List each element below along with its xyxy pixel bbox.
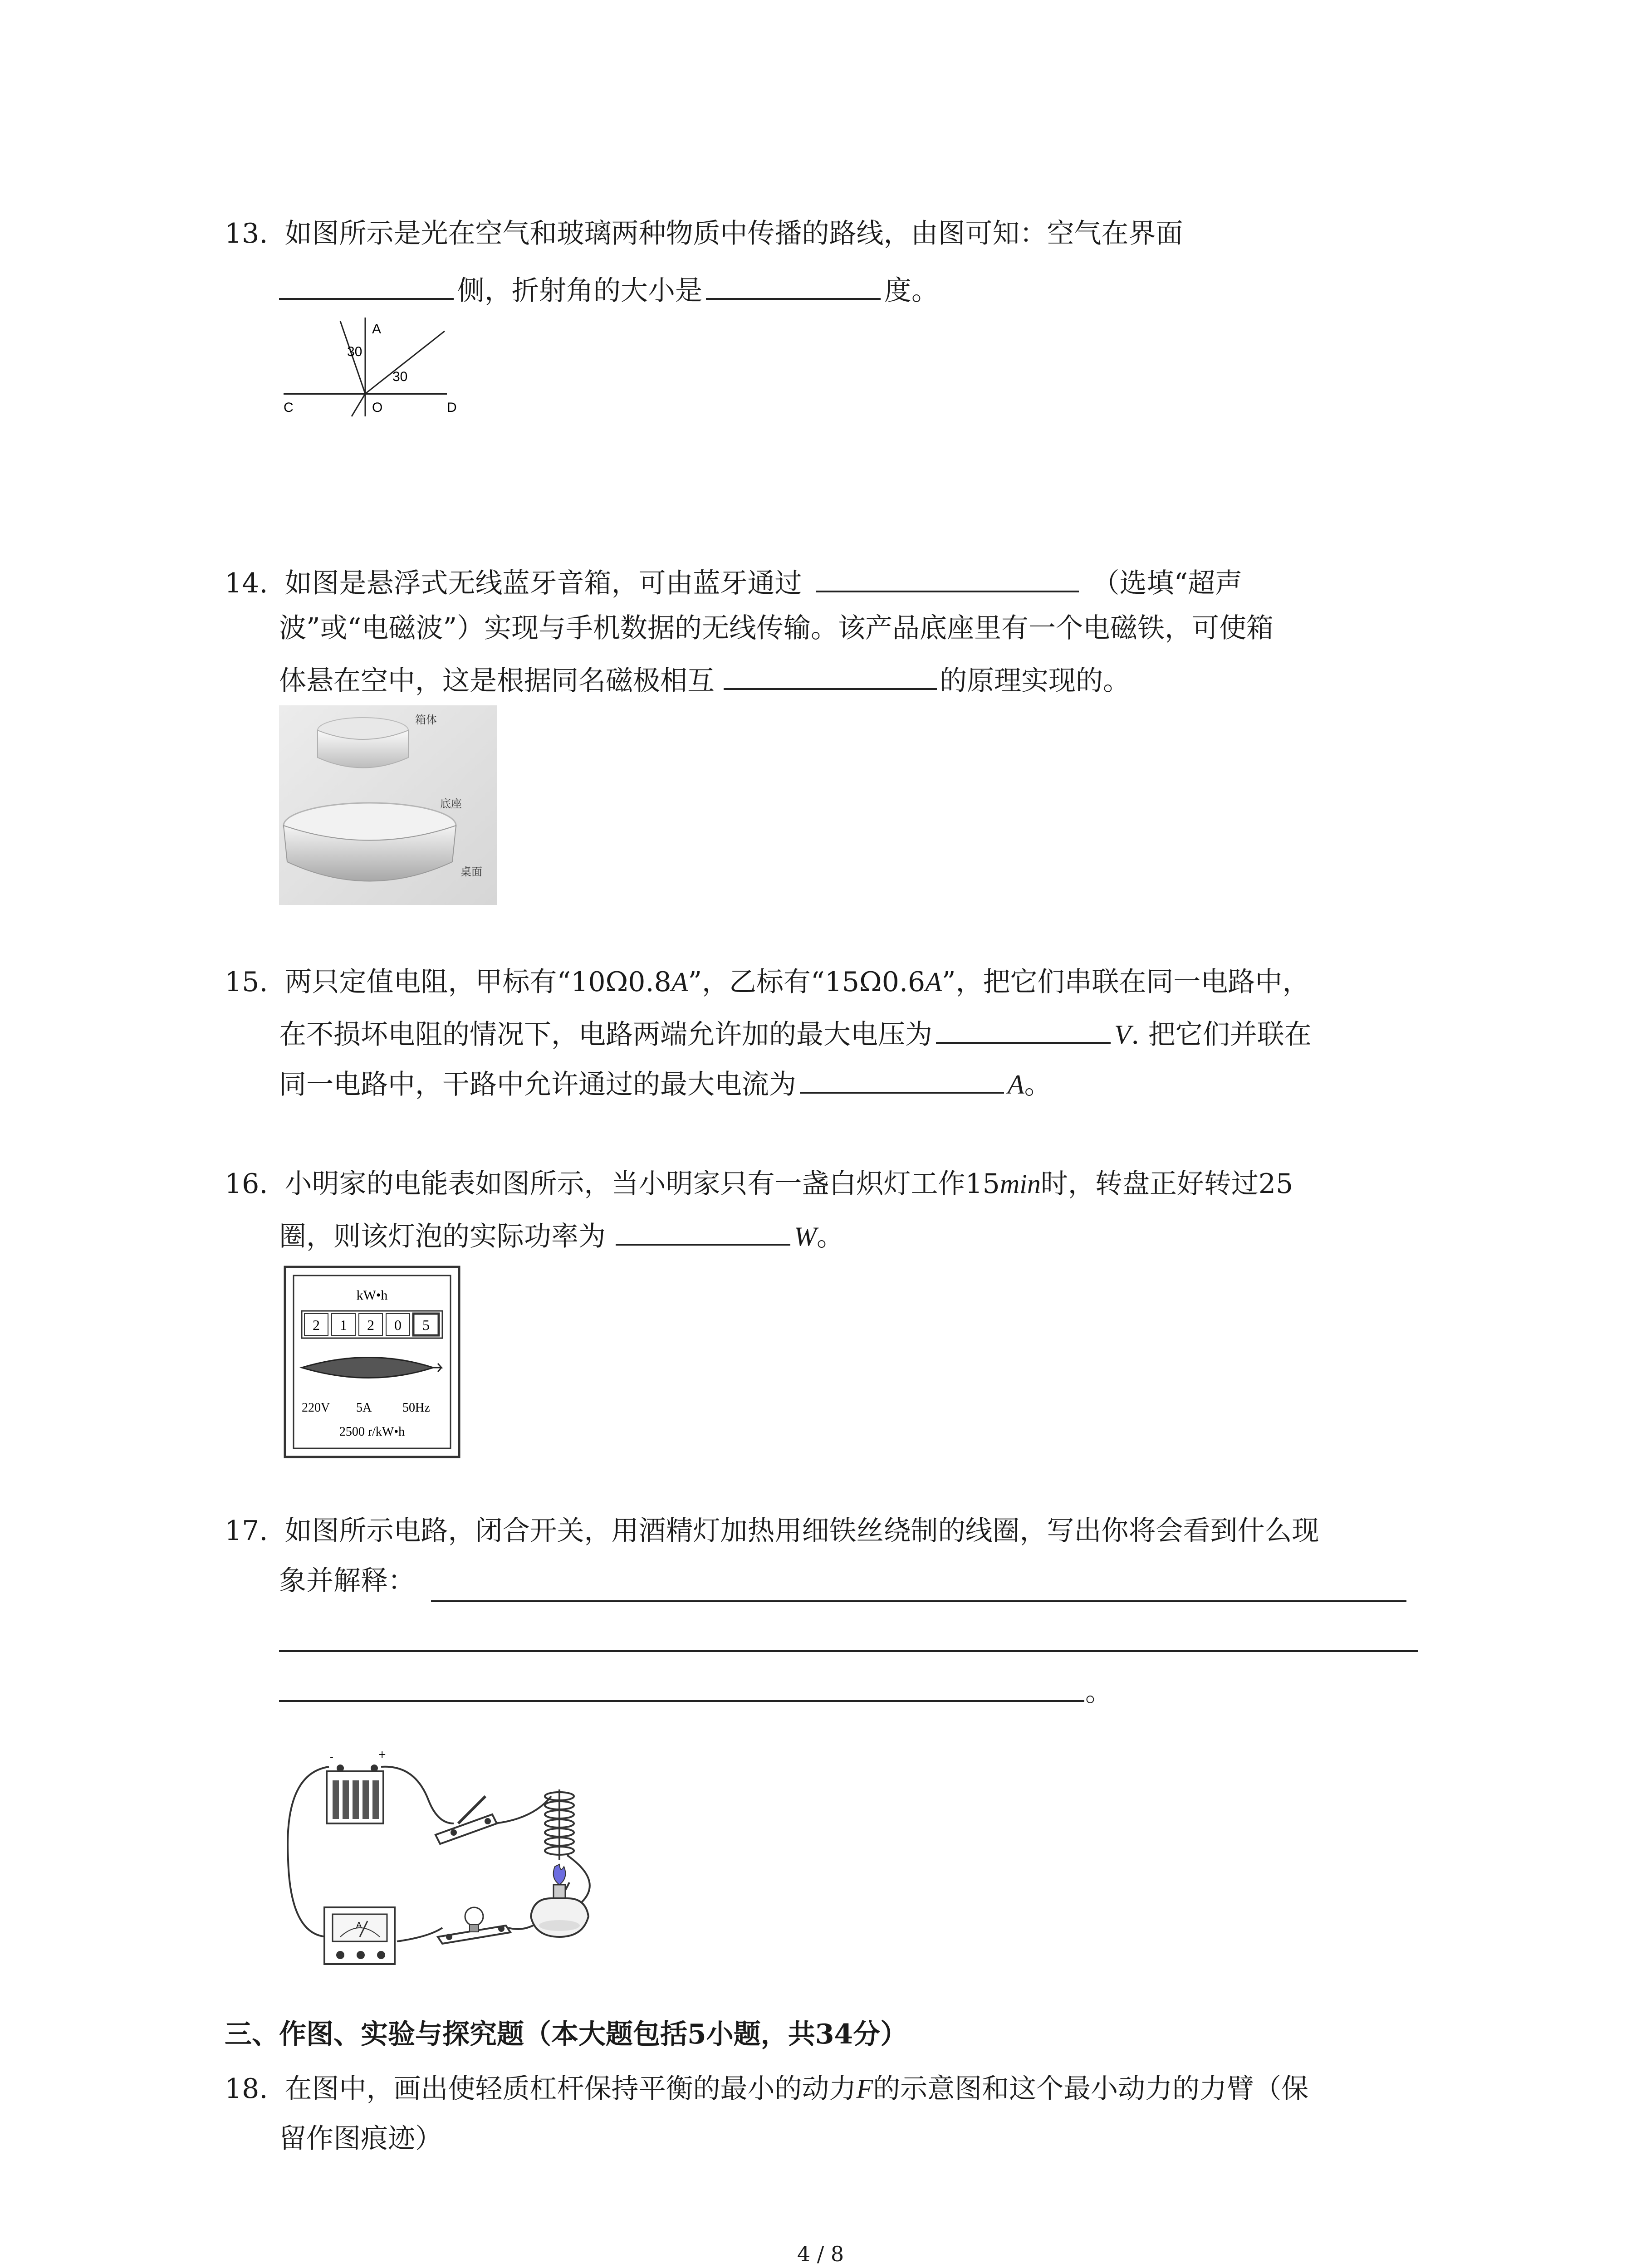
label-o: O (372, 400, 383, 415)
q15-text1a: 两只定值电阻，甲标有“10Ω0.8 (284, 966, 671, 998)
spec-frequency: 50Hz (402, 1401, 430, 1415)
q16-line2 (279, 1216, 844, 1255)
q13-refraction-figure (279, 313, 488, 417)
wire-left (288, 1767, 329, 1937)
q15-text2a: 在不损坏电阻的情况下，电路两端允许加的最大电压为 (279, 1019, 932, 1051)
digit-4: 0 (394, 1317, 402, 1333)
q16-unit-w: W (794, 1222, 817, 1251)
q15-text2b: . 把它们并联在 (1131, 1019, 1312, 1051)
q16-number: 16. (225, 1168, 268, 1200)
q15-text3b: 。 (1024, 1069, 1052, 1100)
q14-text2: 波”或“电磁波”）实现与手机数据的无线传输。该产品底座里有一个电磁铁，可使箱 (279, 612, 1274, 644)
digit-1: 2 (313, 1317, 320, 1333)
q15-unit-a1: A (671, 967, 688, 997)
q17-circuit-figure (279, 1746, 624, 1973)
q15-unit-v: V (1114, 1020, 1131, 1050)
q13-text2a: 侧，折射角的大小是 (457, 275, 702, 307)
q18-var-f: F (856, 2074, 873, 2104)
q15-blank1[interactable] (936, 1014, 1111, 1044)
q13-number: 13. (225, 218, 268, 249)
svg-text:+: + (378, 1749, 387, 1760)
svg-text:-: - (330, 1751, 333, 1763)
q16-text1a: 小明家的电能表如图所示，当小明家只有一盏白炽灯工作15 (284, 1168, 1000, 1200)
q18-line1 (225, 2071, 1308, 2107)
q15-line1 (225, 964, 1310, 1000)
q14-number: 14. (225, 567, 268, 599)
q15-number: 15. (225, 966, 268, 998)
q17-answer-line-3[interactable] (279, 1700, 1084, 1702)
digit-2: 1 (340, 1317, 347, 1333)
iron-wire-coil-icon (545, 1789, 574, 1860)
switch-icon (436, 1796, 497, 1844)
q16-text2b: 。 (816, 1221, 844, 1252)
q15-blank2[interactable] (800, 1064, 1004, 1094)
q15-text3a: 同一电路中，干路中允许通过的最大电流为 (279, 1069, 796, 1100)
svg-text:A: A (356, 1921, 362, 1930)
label-30b: 30 (392, 369, 408, 384)
q17-end (1085, 1674, 1112, 1710)
label-d: D (447, 400, 457, 415)
q15-line2 (279, 1014, 1312, 1053)
spec-voltage: 220V (302, 1401, 330, 1415)
q14-blank1[interactable] (816, 562, 1079, 592)
ray-lower (352, 394, 365, 416)
q16-text2a: 圈，则该灯泡的实际功率为 (279, 1221, 606, 1252)
ray-refracted (365, 331, 445, 394)
q18-number: 18. (225, 2073, 268, 2105)
alcohol-lamp-icon (531, 1864, 588, 1937)
q15-unit-a3: A (1008, 1070, 1024, 1100)
q18-text1a: 在图中，画出使轻质杠杆保持平衡的最小的动力 (284, 2073, 857, 2105)
digit-5: 5 (422, 1317, 430, 1333)
q14-line2 (279, 610, 1274, 646)
q17-number: 17. (225, 1515, 268, 1547)
q14-blank2[interactable] (724, 660, 937, 690)
spec-constant: 2500 r/kW•h (339, 1425, 405, 1439)
q14-text3b: 的原理实现的。 (940, 665, 1130, 697)
q15-text1c: ”，把它们串联在同一电路中， (941, 966, 1310, 998)
q17-text2: 象并解释： (279, 1565, 415, 1597)
q13-text2b: 度。 (884, 275, 939, 307)
wire-meter-lamp (397, 1928, 442, 1941)
q18-text1b: 的示意图和这个最小动力的力臂（保 (873, 2073, 1309, 2105)
q14-line1 (225, 562, 1242, 601)
wire-to-coil (495, 1796, 551, 1823)
label-30a: 30 (347, 344, 362, 359)
q14-speaker-figure (279, 705, 497, 905)
digit-3: 2 (367, 1317, 374, 1333)
meter-unit: kW•h (356, 1288, 388, 1303)
q16-unit-min: min (999, 1169, 1041, 1199)
label-c: C (284, 400, 294, 415)
q13-line2 (279, 270, 939, 309)
q13-text1: 如图所示是光在空气和玻璃两种物质中传播的路线，由图可知：空气在界面 (284, 218, 1183, 249)
q13-blank2[interactable] (706, 270, 881, 300)
q18-text2: 留作图痕迹） (279, 2123, 442, 2155)
q15-text1b: ”，乙标有“15Ω0.6 (688, 966, 926, 998)
spec-current: 5A (356, 1401, 372, 1415)
q17-line1 (225, 1513, 1319, 1549)
light-bulb-icon (438, 1907, 510, 1944)
ammeter-icon (324, 1907, 395, 1964)
wire-top (381, 1767, 454, 1823)
label-box: 箱体 (415, 714, 437, 726)
q14-line3 (279, 660, 1130, 699)
section3-title: 三、作图、实验与探究题（本大题包括5小题，共34分） (225, 2019, 908, 2050)
q14-text1b: （选填“超声 (1092, 567, 1243, 599)
label-table: 桌面 (460, 865, 482, 878)
q16-line1 (225, 1166, 1293, 1202)
q17-answer-line-2[interactable] (279, 1650, 1418, 1652)
q17-answer-line-1[interactable] (431, 1600, 1406, 1602)
q16-energy-meter (284, 1266, 460, 1458)
q15-line3 (279, 1064, 1052, 1103)
q16-blank[interactable] (616, 1216, 790, 1246)
q17-line2 (279, 1563, 415, 1599)
page-number: 4 / 8 (797, 2242, 844, 2266)
q13-line1 (225, 215, 1183, 252)
label-a: A (372, 322, 382, 337)
q16-text1b: 时，转盘正好转过25 (1040, 1168, 1293, 1200)
q15-unit-a2: A (925, 967, 942, 997)
q17-text1: 如图所示电路，闭合开关，用酒精灯加热用细铁丝绕制的线圈，写出你将会看到什么现 (284, 1515, 1319, 1547)
battery-icon (327, 1749, 386, 1823)
q14-text3a: 体悬在空中，这是根据同名磁极相互 (279, 665, 715, 697)
q17-end-mark: 。 (1085, 1676, 1112, 1708)
label-base: 底座 (440, 797, 462, 810)
q18-line2 (279, 2121, 442, 2157)
q13-blank1[interactable] (279, 270, 454, 300)
q14-text1: 如图是悬浮式无线蓝牙音箱，可由蓝牙通过 (284, 567, 802, 599)
